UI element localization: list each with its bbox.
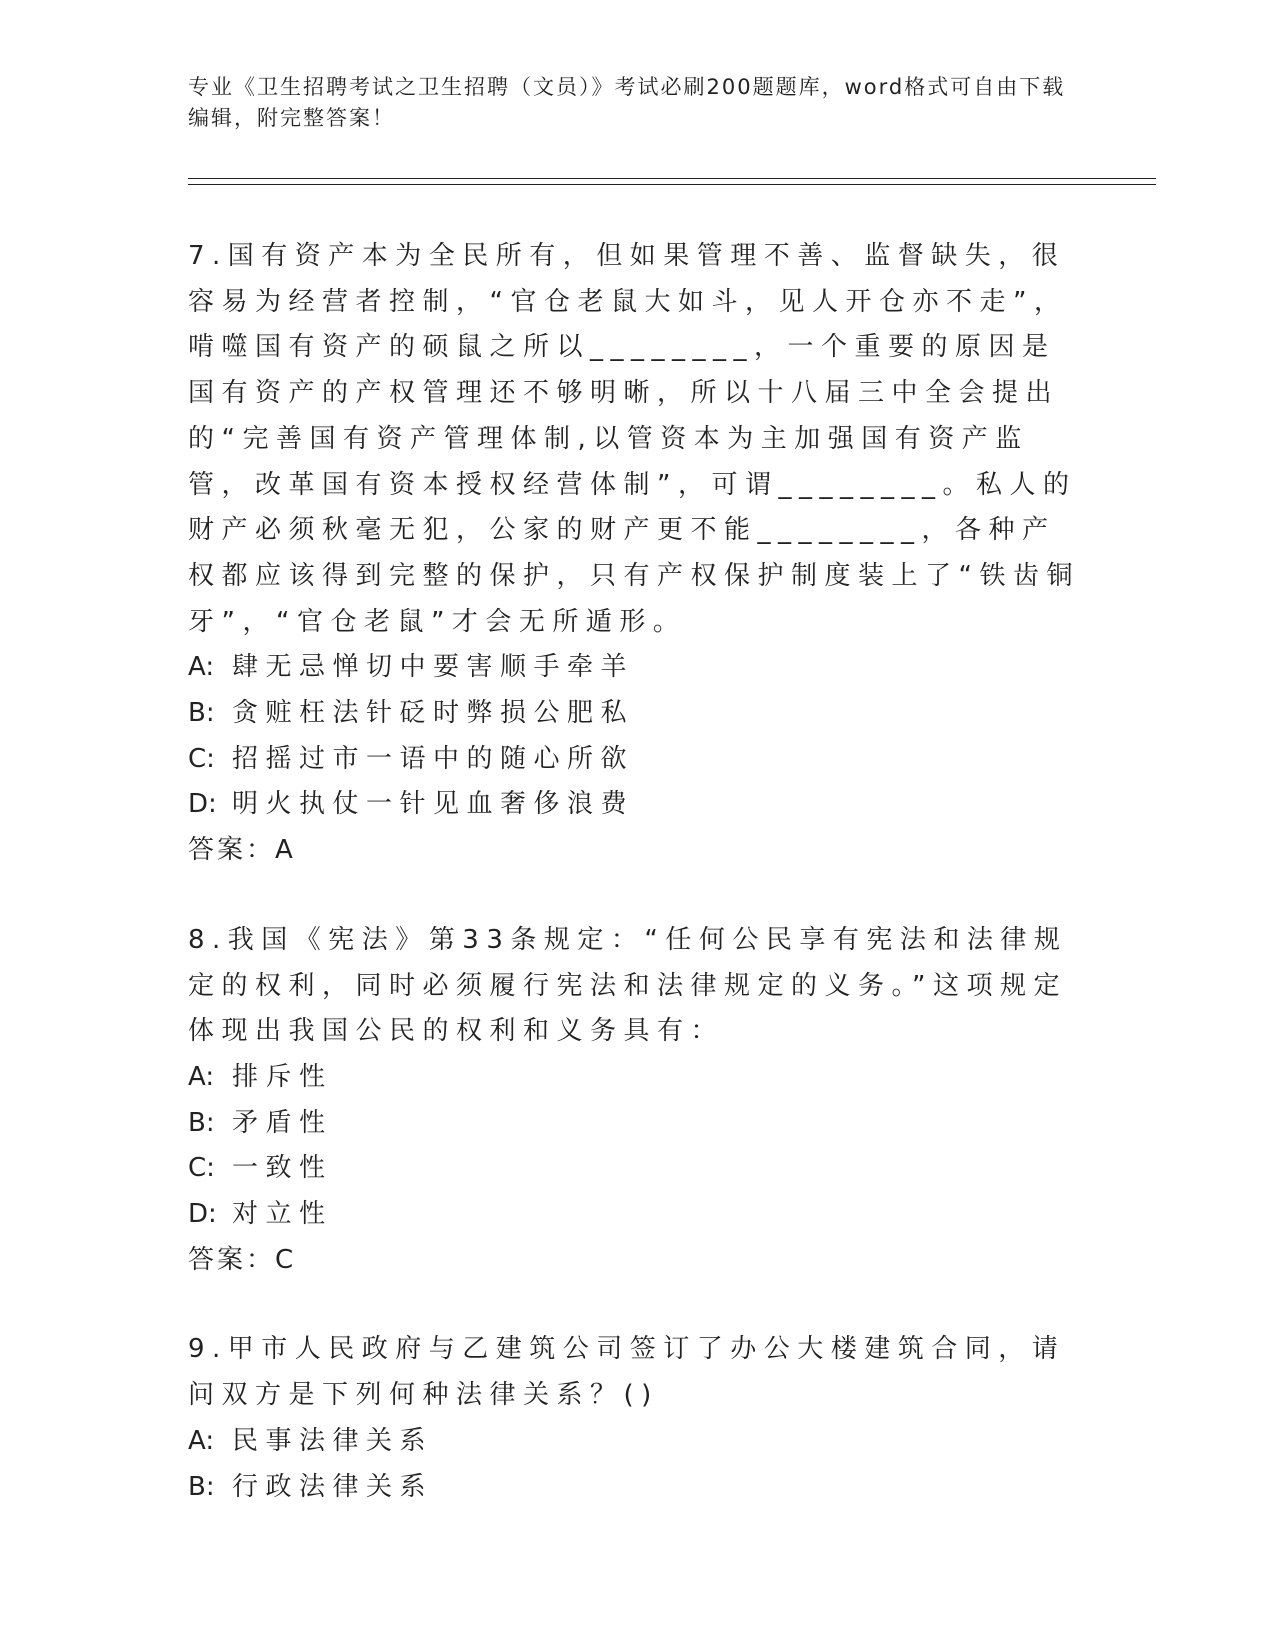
option-d [188,1192,1088,1238]
option-c [188,1146,1088,1192]
option-key: A: [188,652,215,683]
answer-line [188,828,1088,874]
option-b [188,691,1088,737]
answer-label: 答案： [188,835,276,866]
question-list [188,234,1088,1554]
option-text: 肆无忌惮切中要害顺手牵羊 [232,652,635,683]
option-key: D: [188,789,217,820]
option-text: 一致性 [232,1153,333,1184]
question-9 [188,1327,1088,1510]
option-text: 贪赃枉法针砭时弊损公肥私 [232,698,635,729]
answer-line [188,1238,1088,1284]
question-7 [188,234,1088,874]
option-c [188,737,1088,783]
option-text: 民事法律关系 [232,1425,434,1456]
option-a [188,1055,1088,1101]
option-text: 行政法律关系 [232,1471,434,1502]
option-key: C: [188,743,215,774]
option-key: B: [188,698,215,729]
question-text: 9.甲市人民政府与乙建筑公司签订了办公大楼建筑合同，请问双方是下列何种法律关系？() [188,1334,1066,1411]
option-text: 矛盾性 [232,1107,333,1138]
option-text: 明火执仗一针见血奢侈浪费 [232,789,635,820]
option-key: A: [188,1425,215,1456]
option-key: B: [188,1471,215,1502]
option-text: 对立性 [232,1199,333,1230]
option-d [188,782,1088,828]
option-text: 招摇过市一语中的随心所欲 [232,743,635,774]
option-key: A: [188,1061,215,1092]
option-b [188,1101,1088,1147]
option-a [188,645,1088,691]
option-a [188,1419,1088,1465]
option-text: 排斥性 [232,1061,333,1092]
option-key: C: [188,1153,215,1184]
question-text: 7.国有资产本为全民所有，但如果管理不善、监督缺失，很容易为经营者控制，“官仓老鼠大如斗，见人开仓亦不走”，啃噬国有资产的硕鼠之所以________，一个重要的原因是国有资产的产权管理还不够明晰，所以十八届三中全会提出的“完善国有资产管理体制,以管资本为主加强国有资产监管，改革国有资本授权经营体制”，可谓________。私人的财产必须秋毫无犯，公家的财产更不能________，各种产权都应该得到完整的保护，只有产权保护制度装上了“铁齿铜牙”，“官仓老鼠”才会无所遁形。 [188,241,1080,637]
question-8 [188,918,1088,1284]
question-text: 8.我国《宪法》第33条规定：“任何公民享有宪法和法律规定的权利，同时必须履行宪法和法律规定的义务。”这项规定体现出我国公民的权利和义务具有： [188,924,1068,1047]
document-header: 专业《卫生招聘考试之卫生招聘（文员）》考试必刷200题题库，word格式可自由下载编辑，附完整答案！ [188,75,1066,130]
header-divider [188,178,1156,185]
answer-value: A [275,835,296,866]
option-key: D: [188,1199,217,1230]
option-b [188,1465,1088,1511]
option-key: B: [188,1107,215,1138]
answer-value: C [275,1244,297,1275]
answer-label: 答案： [188,1244,276,1275]
